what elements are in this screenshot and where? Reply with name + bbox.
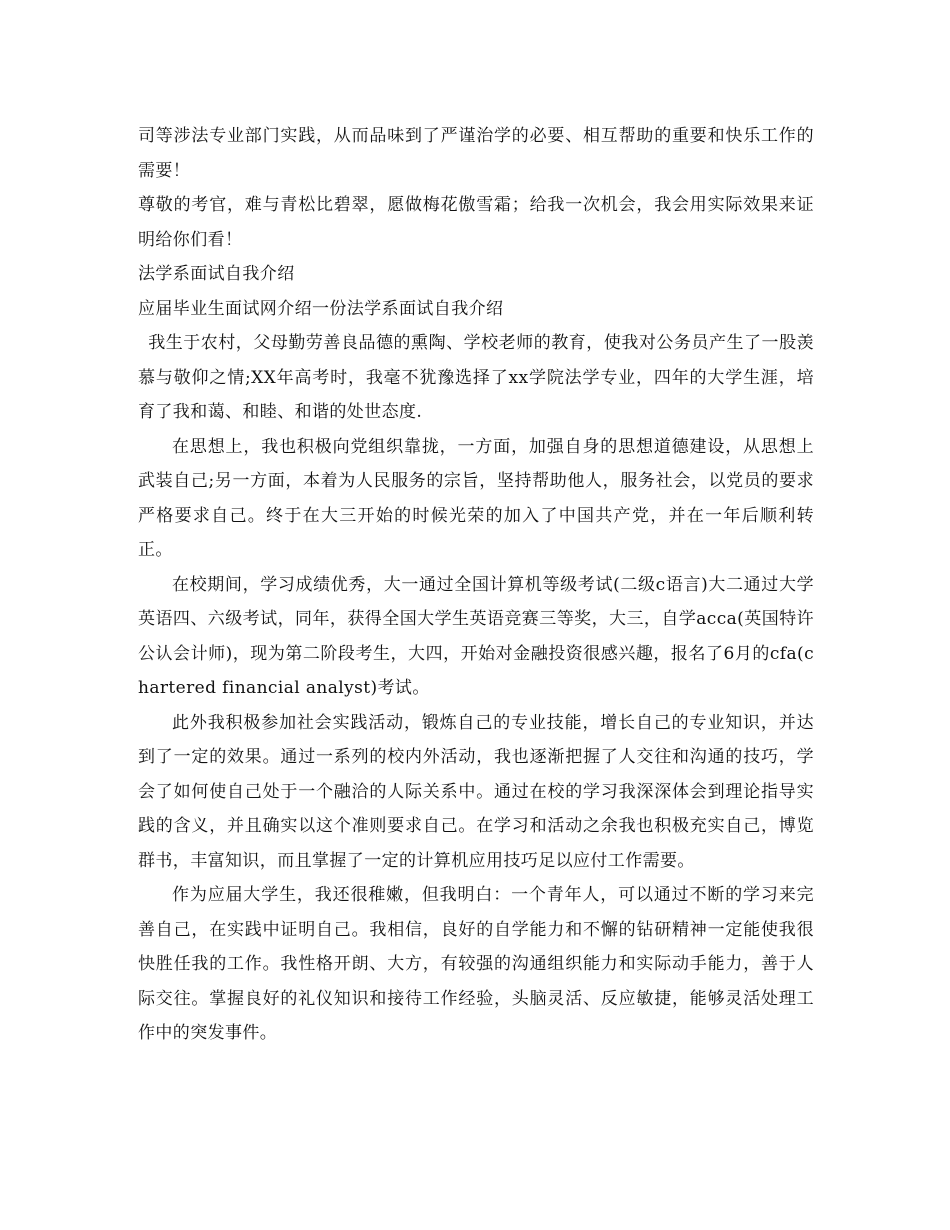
- paragraph-study: 在校期间，学习成绩优秀，大一通过全国计算机等级考试(二级c语言)大二通过大学英语四、六级考试，同年，获得全国大学生英语竞赛三等奖，大三，自学acca(英国特许公认会计师)，现为第二阶段考生，大四，开始对金融投资很感兴趣，报名了6月的cfa(chartered financial analyst)考试。: [138, 574, 814, 698]
- paragraph-closing-remark: 尊敬的考官，难与青松比碧翠，愿做梅花傲雪霜；给我一次机会，我会用实际效果来证明给你们看！: [138, 195, 814, 250]
- section-subtitle: 应届毕业生面试网介绍一份法学系面试自我介绍: [138, 298, 504, 319]
- section-title: 法学系面试自我介绍: [138, 264, 295, 284]
- paragraph-background: 我生于农村，父母勤劳善良品德的熏陶、学校老师的教育，使我对公务员产生了一股羡慕与敬仰之情;XX年高考时，我毫不犹豫选择了xx学院法学专业，四年的大学生涯，培育了我和蔼、和睦、和谐的处世态度.: [138, 333, 814, 422]
- paragraph-self-assessment: 作为应届大学生，我还很稚嫩，但我明白：一个青年人，可以通过不断的学习来完善自己，在实践中证明自己。我相信，良好的自学能力和不懈的钻研精神一定能使我很快胜任我的工作。我性格开朗、大方，有较强的沟通组织能力和实际动手能力，善于人际交往。掌握良好的礼仪知识和接待工作经验，头脑灵活、反应敏捷，能够灵活处理工作中的突发事件。: [138, 885, 814, 1043]
- document-body: [138, 119, 814, 1051]
- paragraph-ideology: 在思想上，我也积极向党组织靠拢，一方面，加强自身的思想道德建设，从思想上武装自己;另一方面，本着为人民服务的宗旨，坚持帮助他人，服务社会，以党员的要求严格要求自己。终于在大三开始的时候光荣的加入了中国共产党，并在一年后顺利转正。: [138, 436, 814, 560]
- paragraph-practice: 此外我积极参加社会实践活动，锻炼自己的专业技能，增长自己的专业知识，并达到了一定的效果。通过一系列的校内外活动，我也逐渐把握了人交往和沟通的技巧，学会了如何使自己处于一个融洽的人际关系中。通过在校的学习我深深体会到理论指导实践的含义，并且确实以这个准则要求自己。在学习和活动之余我也积极充实自己，博览群书，丰富知识，而且掌握了一定的计算机应用技巧足以应付工作需要。: [138, 712, 814, 871]
- paragraph-continuation: 司等涉法专业部门实践，从而品味到了严谨治学的必要、相互帮助的重要和快乐工作的需要！: [138, 126, 814, 181]
